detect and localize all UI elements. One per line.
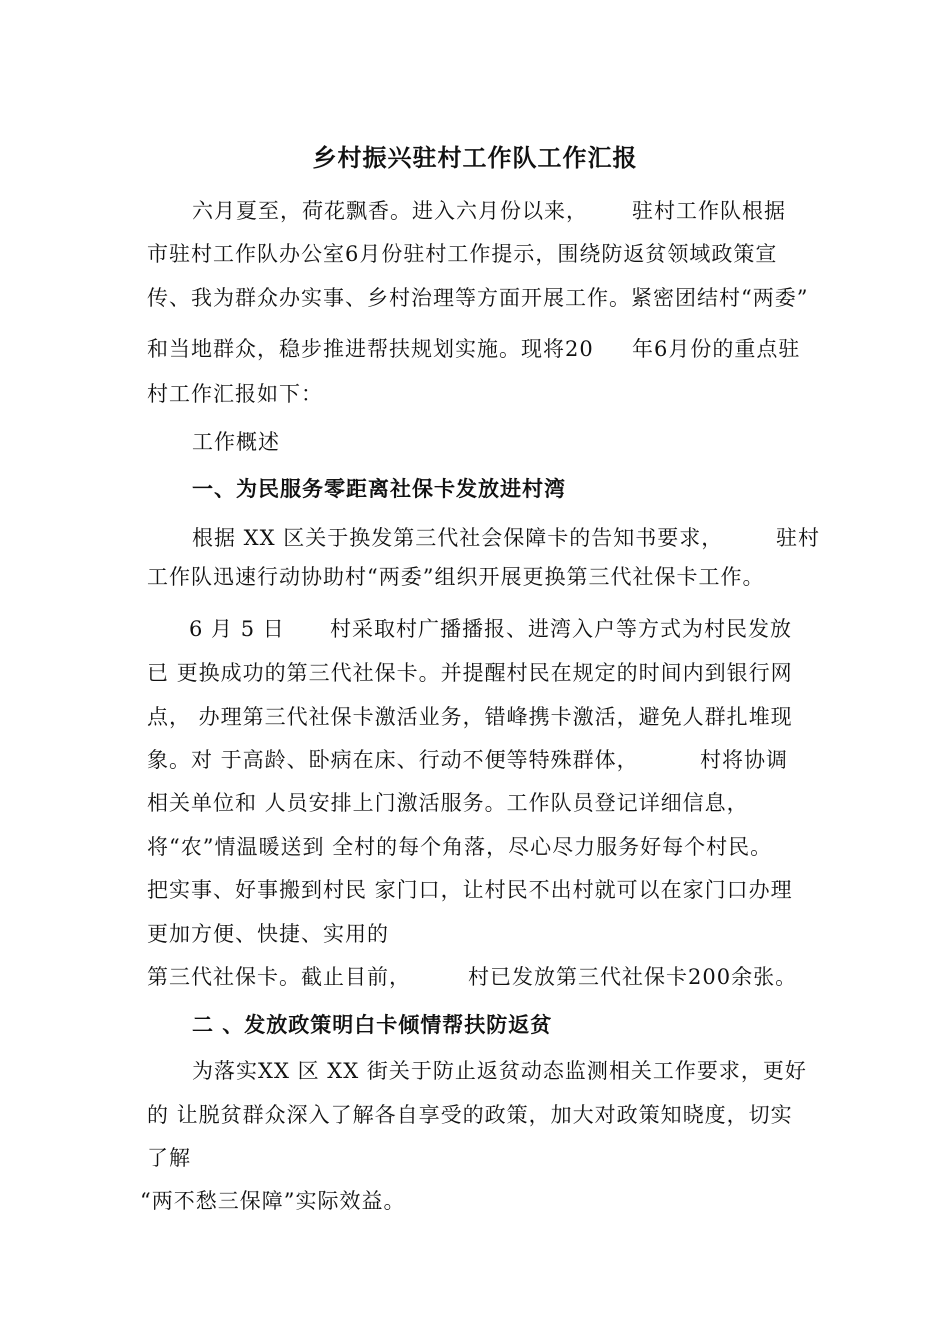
s1-p2-date: 6 月 5 日 xyxy=(189,617,285,641)
s1-p1-line-1b: 驻村 xyxy=(776,526,820,550)
s1-p2-line-7: 把实事、好事搬到村民 家门口，让村民不出村就可以在家门口办理 xyxy=(147,878,793,902)
s1-p2-line-4b: 村将协调 xyxy=(700,748,788,772)
s2-p1-line-3: 了解 xyxy=(147,1146,191,1170)
s2-p1-line-2: 的 让脱贫群众深入了解各自享受的政策，加大对政策知晓度，切实 xyxy=(147,1103,793,1127)
s1-p2-line-5: 相关单位和 人员安排上门激活服务。工作队员登记详细信息， xyxy=(147,791,749,815)
intro-line-1a: 六月夏至，荷花飘香。进入六月份以来， xyxy=(192,199,588,223)
s1-p2-line-8: 更加方便、快捷、实用的 xyxy=(147,922,389,946)
intro-line-4b: 年6月份的重点驻 xyxy=(632,337,801,361)
s2-p1-line-4: “两不愁三保障”实际效益。 xyxy=(140,1189,406,1213)
s2-p1-line-1: 为落实XX 区 XX 街关于防止返贫动态监测相关工作要求，更好 xyxy=(192,1059,807,1083)
s1-p2-line-4a: 象。对 于高龄、卧病在床、行动不便等特殊群体， xyxy=(147,748,639,772)
section1-heading: 一、为民服务零距离社保卡发放进村湾 xyxy=(192,477,566,501)
intro-line-3: 传、我为群众办实事、乡村治理等方面开展工作。紧密团结村“两委” xyxy=(147,286,809,310)
document-title: 乡村振兴驻村工作队工作汇报 xyxy=(312,144,638,172)
s1-p1-line-1a: 根据 XX 区关于换发第三代社会保障卡的告知书要求， xyxy=(192,526,724,550)
intro-line-2: 市驻村工作队办公室6月份驻村工作提示，围绕防返贫领域政策宣 xyxy=(147,242,778,266)
intro-line-4a: 和当地群众，稳步推进帮扶规划实施。现将20 xyxy=(147,337,594,361)
intro-line-1b: 驻村工作队根据 xyxy=(632,199,786,223)
s1-p1-line-2: 工作队迅速行动协助村“两委”组织开展更换第三代社保卡工作。 xyxy=(147,565,765,589)
s1-p2-line-2: 已 更换成功的第三代社保卡。并提醒村民在规定的时间内到银行网 xyxy=(147,661,793,685)
s1-p2-line-9b: 村已发放第三代社保卡200余张。 xyxy=(468,965,798,989)
section2-heading: 二 、发放政策明白卡倾情帮扶防返贫 xyxy=(192,1013,553,1037)
intro-line-5: 村工作汇报如下： xyxy=(147,382,323,406)
s1-p2-line-3: 点， 办理第三代社保卡激活业务，错峰携卡激活，避免人群扎堆现 xyxy=(147,705,793,729)
s1-p2-line-9a: 第三代社保卡。截止目前， xyxy=(147,965,411,989)
s1-p2-line-1: 村采取村广播播报、进湾入户等方式为村民发放 xyxy=(330,617,792,641)
overview-label: 工作概述 xyxy=(192,430,280,454)
s1-p2-line-6: 将“农”情温暖送到 全村的每个角落，尽心尽力服务好每个村民。 xyxy=(147,835,773,859)
